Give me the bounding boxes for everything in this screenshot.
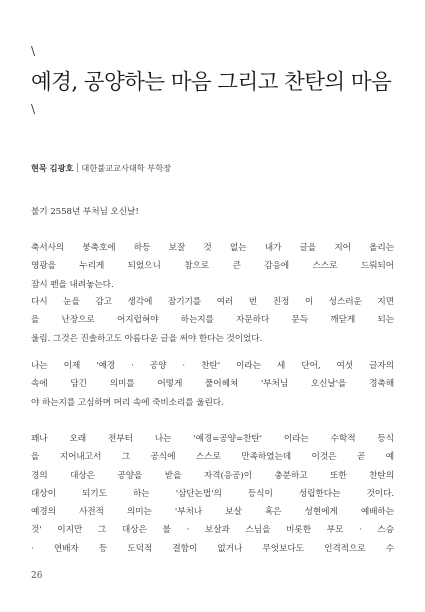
paragraph-line: · 연배자 등 도덕적 결함이 없거나 무엇보다도 인격적으로 수	[31, 543, 394, 554]
paragraph-line: 예경의 사전적 의미는 '부처나 보살 혹은 성현에게 예배하는	[31, 507, 394, 518]
author-byline	[31, 162, 171, 174]
paragraph-line: 대상이 되기도 하는 '삼단논법'의 등식이 성립한다는 것이다.	[31, 488, 394, 499]
paragraph-line: 것' 이지만 그 대상은 불 · 보살과 스님을 비롯한 부모 · 스승	[31, 525, 394, 536]
paragraph-line: 나는 이제 '예경 · 공양 · 찬탄' 이라는 세 단어, 여섯 글자의	[31, 361, 394, 371]
paragraph-line: 다시 눈을 감고 생각에 잠기기를 여러 번 진정 이 성스러운 지면	[31, 297, 394, 307]
paragraph-1	[31, 239, 394, 294]
article-title: 예경, 공양하는 마음 그리고 찬탄의 마음	[31, 70, 392, 95]
paragraph-line: 을 난장으로 어지럽혀야 하는지를 자문하다 문득 깨닫게 되는	[31, 315, 394, 326]
top-slash-mark: \	[31, 44, 36, 58]
paragraph-line: 울림. 그것은 진솔하고도 아름다운 글을 써야 한다는 것이었다.	[31, 333, 263, 344]
author-name: 현묵 김광호	[31, 163, 74, 173]
author-affiliation: 대한불교교사대학 부학장	[81, 163, 172, 173]
paragraph-line: 을 지어내고서 그 공식에 스스로 만족하였는데 이것은 곧 예	[31, 452, 394, 463]
paragraph-3	[31, 357, 394, 412]
byline-divider	[77, 163, 78, 172]
paragraph-line: 영광을 누리게 되었으니 참으로 큰 감응에 스스로 드뤄되어	[31, 261, 394, 272]
paragraph-line: 야 하는지를 고심하며 머리 속에 죽비소리를 울린다.	[31, 397, 224, 408]
paragraph-line: 축서사의 붕축호에 하등 보잘 것 없는 내가 글을 지어 올리는	[31, 243, 394, 253]
greeting-line: 불기 2558년 부처님 오신날!	[31, 207, 139, 217]
page-number: 26	[31, 571, 43, 581]
paragraph-line: 경의 대상은 공양을 받을 자격(응공)이 충분하고 또한 찬탄의	[31, 470, 394, 481]
paragraph-2	[31, 293, 394, 348]
bottom-slash-mark: \	[31, 102, 36, 116]
paragraph-line: 속에 담긴 의미를 어떻게 풀어헤쳐 '부처님 오신날'을 경축해	[31, 379, 394, 390]
paragraph-line: 꽤나 오래 전부터 나는 '예경=공양=찬탄' 이라는 수학적 등식	[31, 434, 394, 444]
paragraph-line: 잠시 펜을 내려놓는다.	[31, 279, 114, 290]
greeting-paragraph	[31, 203, 394, 221]
paragraph-4	[31, 430, 394, 558]
